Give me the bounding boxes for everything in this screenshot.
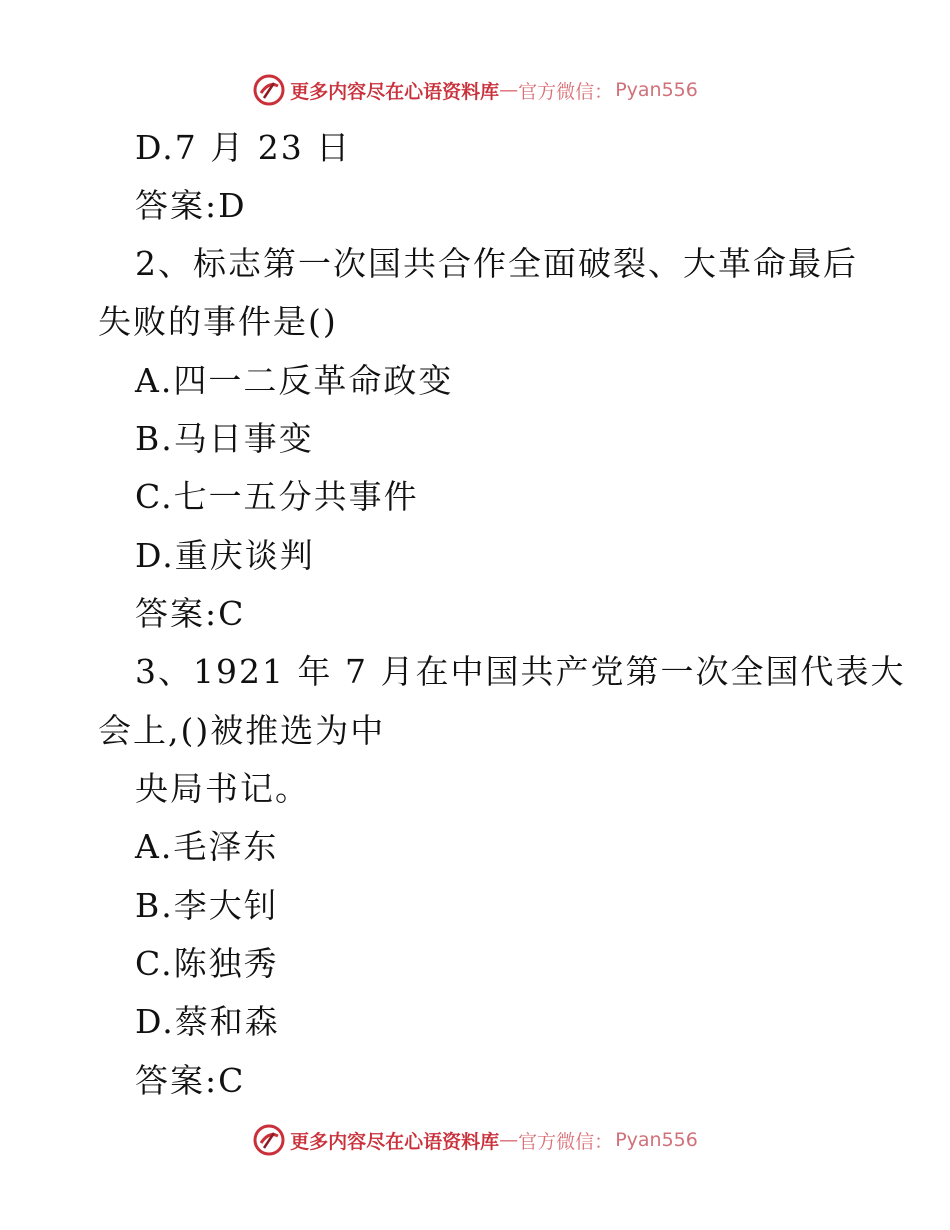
option-d-q3: D.蔡和森 — [135, 1002, 280, 1041]
watermark-site-text: 更多内容尽在心语资料库 — [290, 1130, 500, 1153]
watermark-official-label: 官方微信： — [518, 1130, 614, 1153]
answer-q3: 答案:C — [135, 1061, 246, 1100]
question-3-line-3: 央局书记。 — [135, 769, 310, 808]
watermark-dash: — — [499, 79, 519, 101]
answer-q1: 答案:D — [135, 186, 247, 225]
footer-watermark — [0, 1120, 950, 1160]
question-2-line-2: 失败的事件是() — [98, 302, 338, 341]
brand-logo-icon — [252, 1123, 286, 1157]
option-b-q2: B.马日事变 — [135, 419, 314, 458]
question-3-line-1: 3、1921 年 7 月在中国共产党第一次全国代表大 — [135, 652, 906, 691]
option-a-q3: A.毛泽东 — [135, 827, 279, 866]
question-3-line-2: 会上,()被推选为中 — [98, 711, 386, 750]
option-b-q3: B.李大钊 — [135, 886, 279, 925]
watermark-site-text: 更多内容尽在心语资料库 — [290, 80, 500, 103]
option-a-q2: A.四一二反革命政变 — [135, 361, 454, 400]
option-c-q2: C.七一五分共事件 — [135, 477, 419, 516]
watermark-dash: — — [499, 1129, 519, 1151]
option-c-q3: C.陈独秀 — [135, 944, 279, 983]
watermark-wechat-id: Pyan556 — [615, 79, 698, 101]
option-d-q2: D.重庆谈判 — [135, 536, 315, 575]
brand-logo-icon — [252, 73, 286, 107]
watermark-official-label: 官方微信： — [518, 80, 614, 103]
option-d-q1: D.7 月 23 日 — [135, 128, 352, 167]
answer-q2: 答案:C — [135, 594, 246, 633]
question-2-line-1: 2、标志第一次国共合作全面破裂、大革命最后 — [135, 244, 858, 283]
header-watermark — [0, 70, 950, 110]
watermark-wechat-id: Pyan556 — [615, 1129, 698, 1151]
